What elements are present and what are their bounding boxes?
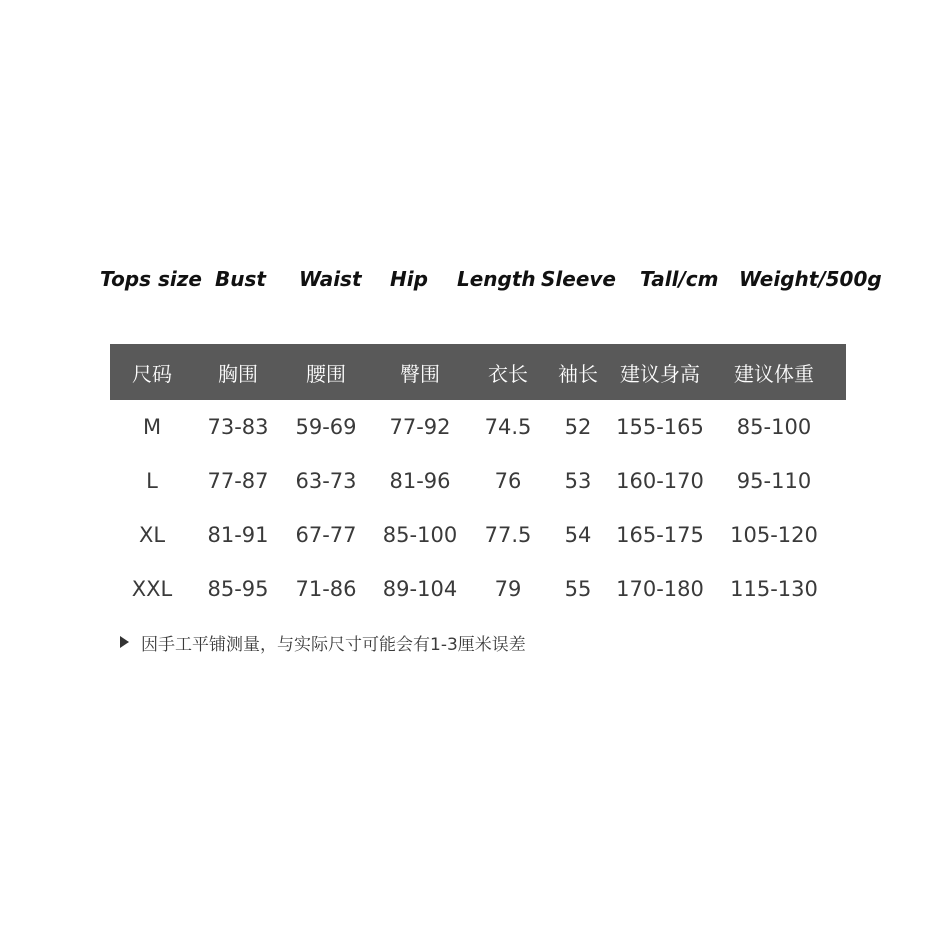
cell-size: XL <box>138 523 166 547</box>
cell-size: XXL <box>131 577 173 601</box>
cell-length: 77.5 <box>484 523 532 547</box>
table-row <box>110 454 846 508</box>
table-row <box>110 562 846 616</box>
cell-sleeve: 55 <box>564 577 592 601</box>
cell-length: 76 <box>494 469 522 493</box>
english-size-header <box>0 262 950 296</box>
cell-height: 155-165 <box>616 415 704 439</box>
cell-waist: 63-73 <box>295 469 357 493</box>
table-header-row <box>110 344 846 400</box>
cell-sleeve: 54 <box>564 523 592 547</box>
column-header-waist: 腰围 <box>306 361 346 386</box>
cell-sleeve: 53 <box>564 469 592 493</box>
cell-height: 170-180 <box>616 577 704 601</box>
cell-hip: 89-104 <box>382 577 458 601</box>
cell-bust: 77-87 <box>207 469 269 493</box>
en-header-waist: Waist <box>299 267 362 291</box>
cell-sleeve: 52 <box>564 415 592 439</box>
en-header-bust: Bust <box>215 267 266 291</box>
cell-weight: 95-110 <box>736 469 812 493</box>
cell-size: M <box>142 415 162 439</box>
column-header-height: 建议身高 <box>620 361 700 386</box>
table-row <box>110 400 846 454</box>
cell-weight: 85-100 <box>736 415 812 439</box>
measurement-note <box>120 628 526 656</box>
cell-bust: 85-95 <box>207 577 269 601</box>
column-header-hip: 臀围 <box>400 361 440 386</box>
cell-weight: 115-130 <box>730 577 818 601</box>
cell-hip: 77-92 <box>389 415 451 439</box>
column-header-sleeve: 袖长 <box>558 361 598 386</box>
en-header-hip: Hip <box>390 267 428 291</box>
size-chart-table <box>110 344 846 616</box>
cell-height: 160-170 <box>616 469 704 493</box>
cell-hip: 85-100 <box>382 523 458 547</box>
play-triangle-icon <box>120 636 129 648</box>
column-header-length: 衣长 <box>488 361 528 386</box>
column-header-size: 尺码 <box>132 361 172 386</box>
cell-hip: 81-96 <box>389 469 451 493</box>
cell-bust: 73-83 <box>207 415 269 439</box>
measurement-note-text: 因手工平铺测量，与实际尺寸可能会有1-3厘米误差 <box>141 634 526 655</box>
en-header-length: Length <box>457 267 536 291</box>
cell-bust: 81-91 <box>207 523 269 547</box>
en-header-tall: Tall/cm <box>640 267 719 291</box>
cell-height: 165-175 <box>616 523 704 547</box>
cell-waist: 71-86 <box>295 577 357 601</box>
table-row <box>110 508 846 562</box>
cell-length: 79 <box>494 577 522 601</box>
column-header-weight: 建议体重 <box>734 361 814 386</box>
cell-size: L <box>146 469 158 493</box>
cell-length: 74.5 <box>484 415 532 439</box>
en-header-sleeve: Sleeve <box>541 267 616 291</box>
cell-waist: 59-69 <box>295 415 357 439</box>
en-header-weight: Weight/500g <box>739 267 882 291</box>
cell-weight: 105-120 <box>730 523 818 547</box>
cell-waist: 67-77 <box>295 523 357 547</box>
en-header-tops-size: Tops size <box>100 267 202 291</box>
column-header-bust: 胸围 <box>218 361 258 386</box>
